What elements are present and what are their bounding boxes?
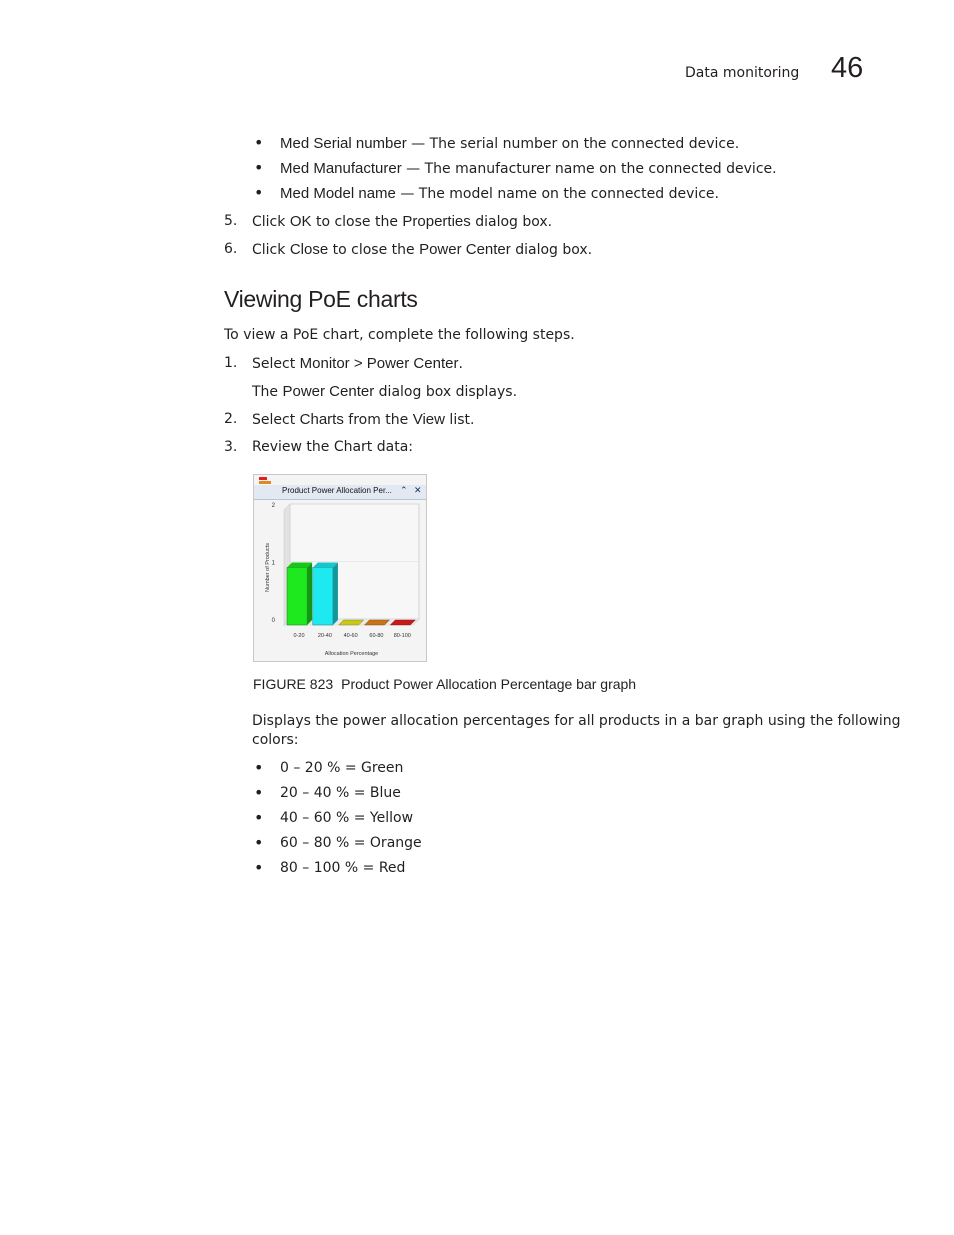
bullet-term: Med Manufacturer	[280, 160, 402, 177]
step-item	[224, 355, 463, 372]
bar-side	[307, 563, 312, 626]
step-text: list.	[444, 412, 475, 428]
color-list-item	[254, 783, 401, 802]
step-text: The	[252, 384, 283, 400]
step-number: 2.	[224, 411, 238, 427]
color-list-item	[254, 858, 406, 877]
ui-term: Power Center	[282, 383, 375, 400]
step-text: dialog box.	[510, 242, 593, 258]
running-header-section: Data monitoring	[685, 65, 800, 81]
bullet-term: Med Serial number	[280, 135, 407, 152]
bullet-desc: — The model name on the connected device.	[395, 186, 719, 202]
step-text: Select	[252, 412, 300, 428]
x-tick-label: 0-20	[293, 633, 305, 639]
color-list-text: 60 – 80 % = Orange	[280, 835, 422, 851]
step-item	[224, 411, 475, 428]
collapse-icon[interactable]: ⌃	[400, 486, 408, 496]
bullet-desc: — The manufacturer name on the connected device.	[401, 161, 777, 177]
step-text: dialog box displays.	[374, 384, 518, 400]
ui-term: Monitor > Power Center	[299, 355, 459, 372]
bullet-dot-icon: •	[254, 183, 264, 202]
step-text: .	[458, 356, 463, 372]
color-list-text: 40 – 60 % = Yellow	[280, 810, 414, 826]
bullet-dot-icon: •	[254, 833, 264, 852]
bullet-desc: — The serial number on the connected device.	[406, 136, 740, 152]
step-item	[224, 439, 413, 455]
ui-term: Power Center	[419, 241, 511, 258]
x-tick-label: 80-100	[393, 633, 411, 639]
step-number: 3.	[224, 439, 238, 455]
description-line: colors:	[252, 732, 299, 748]
step-item	[224, 213, 553, 230]
bullet-dot-icon: •	[254, 858, 264, 877]
step-item	[224, 241, 593, 258]
bullet-item	[254, 183, 719, 202]
figure-caption	[253, 676, 636, 692]
color-list-text: 0 – 20 % = Green	[280, 760, 404, 776]
step-number: 1.	[224, 355, 238, 371]
figure-caption-text: Product Power Allocation Percentage bar graph	[341, 676, 637, 692]
step-number: 6.	[224, 241, 238, 257]
step-text: Review the Chart data:	[252, 439, 413, 455]
chart-widget	[253, 474, 427, 662]
color-list-text: 20 – 40 % = Blue	[280, 785, 401, 801]
chapter-number: 46	[831, 52, 864, 84]
x-tick-label: 20-40	[317, 633, 332, 639]
ui-term: Close	[289, 241, 329, 258]
bullet-item	[254, 158, 777, 177]
figure-label: FIGURE 823	[253, 676, 334, 692]
y-axis-label: Number of Products	[265, 543, 271, 592]
widget-title: Product Power Allocation Per...	[282, 486, 392, 495]
step-text: Click	[252, 214, 290, 230]
color-list-item	[254, 758, 404, 777]
ui-term: OK	[289, 213, 312, 230]
description-line: Displays the power allocation percentages for all products in a bar graph using the following	[252, 713, 901, 729]
bar-chart	[254, 501, 426, 661]
x-axis-label: Allocation Percentage	[324, 651, 379, 657]
bullet-dot-icon: •	[254, 158, 264, 177]
bar-side	[333, 563, 338, 626]
y-tick-label: 2	[271, 503, 275, 509]
intro-text: To view a PoE chart, complete the following steps.	[224, 327, 575, 343]
step-number: 5.	[224, 213, 238, 229]
widget-titlebar[interactable]	[254, 485, 426, 500]
x-tick-label: 40-60	[343, 633, 358, 639]
bar	[313, 568, 333, 626]
ui-term: Charts	[299, 411, 344, 428]
x-tick-label: 60-80	[369, 633, 384, 639]
bullet-item	[254, 133, 740, 152]
bullet-dot-icon: •	[254, 808, 264, 827]
color-list-item	[254, 833, 422, 852]
color-list-item	[254, 808, 414, 827]
bullet-dot-icon: •	[254, 783, 264, 802]
y-tick-label: 0	[271, 618, 275, 624]
y-tick-label: 1	[271, 560, 275, 567]
color-list-text: 80 – 100 % = Red	[280, 860, 406, 876]
step-text: to close the	[311, 214, 403, 230]
close-icon[interactable]: ✕	[414, 486, 422, 496]
step-text: from the	[343, 412, 413, 428]
step-result	[252, 383, 517, 400]
bullet-term: Med Model name	[280, 185, 396, 202]
bullet-dot-icon: •	[254, 133, 264, 152]
ui-term: View	[412, 411, 445, 428]
step-text: Click	[252, 242, 290, 258]
section-title: Viewing PoE charts	[224, 286, 418, 312]
bar	[287, 568, 307, 626]
step-text: dialog box.	[470, 214, 553, 230]
step-text: to close the	[328, 242, 420, 258]
bullet-dot-icon: •	[254, 758, 264, 777]
step-text: Select	[252, 356, 300, 372]
ui-term: Properties	[402, 213, 471, 230]
